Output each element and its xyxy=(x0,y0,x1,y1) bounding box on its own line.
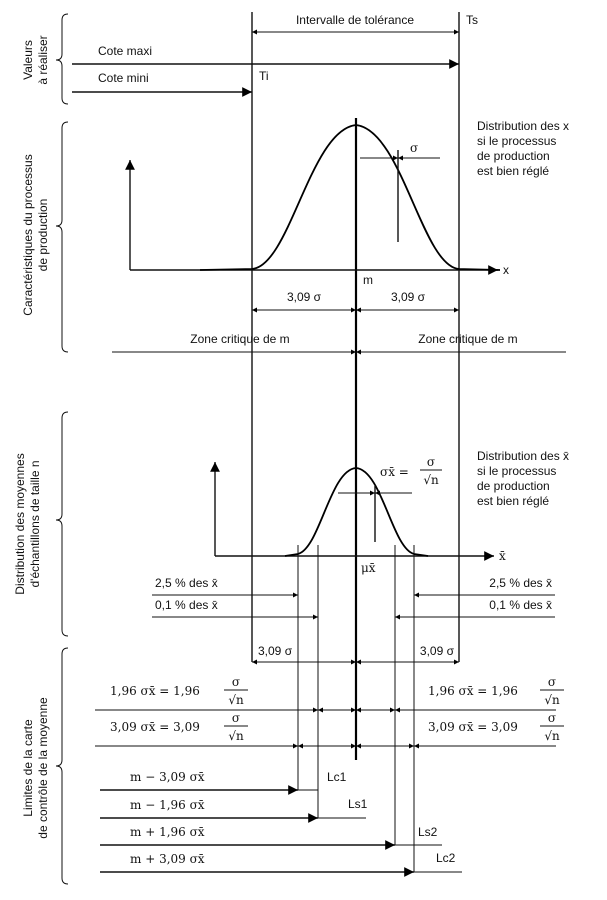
cote-maxi-label: Cote maxi xyxy=(98,44,153,58)
ti-label: Ti xyxy=(259,69,269,83)
section-label-caracteristiques: Caractéristiques du processusde production xyxy=(21,154,50,316)
l196-right-label: 1,96 σx̄ = 1,96 xyxy=(428,684,518,698)
m-plus-309-label: m + 3,09 σx̄ xyxy=(130,852,205,866)
ls2-label: Ls2 xyxy=(418,825,438,839)
l196-left-label: 1,96 σx̄ = 1,96 xyxy=(110,684,200,698)
means-x-label: x̄ xyxy=(499,549,506,563)
l309-left-label: 3,09 σx̄ = 3,09 xyxy=(110,720,200,734)
means-dist-line4: est bien réglé xyxy=(477,494,550,508)
ls1-label: Ls1 xyxy=(348,797,368,811)
section-braces xyxy=(56,14,68,884)
means-dist-line3: de production xyxy=(477,479,550,493)
tolerance-label: Intervalle de tolérance xyxy=(295,13,415,27)
sigma-x-lhs: σx̄ = xyxy=(380,465,409,479)
l309-right-label: 3,09 σx̄ = 3,09 xyxy=(428,720,518,734)
l309-right-num: σ xyxy=(547,711,557,725)
m-minus-309-label: m − 3,09 σx̄ xyxy=(130,770,205,784)
l196-right-num: σ xyxy=(547,675,557,689)
brace-distribution xyxy=(56,412,68,636)
section-label-limites: Limites de la cartede contrôle de la moyenne xyxy=(21,697,50,839)
means-dist-line2: si le processus xyxy=(477,464,557,478)
process-dist-line2: si le processus xyxy=(477,134,557,148)
pct25-right-label: 2,5 % des x̄ xyxy=(489,576,552,590)
brace-valeurs xyxy=(56,14,68,104)
sigma-label: σ xyxy=(410,141,419,155)
right-309-label: 3,09 σ xyxy=(390,290,426,304)
l309-left-num: σ xyxy=(231,711,241,725)
cote-mini-label: Cote mini xyxy=(98,71,149,85)
zone-right-label: Zone critique de m xyxy=(418,332,518,346)
process-dist-line4: est bien réglé xyxy=(477,164,550,178)
brace-caracteristiques xyxy=(56,122,68,352)
process-dist-line3: de production xyxy=(477,149,550,163)
left-309-label: 3,09 σ xyxy=(286,290,322,304)
means-dist-line1: Distribution des x̄ xyxy=(477,449,570,463)
mu-label: μx̄ xyxy=(361,561,376,575)
process-dist-line1: Distribution des x xyxy=(477,119,570,133)
lc1-label: Lc1 xyxy=(327,770,347,784)
process-bell-curve xyxy=(200,125,500,270)
sigma-x-num: σ xyxy=(426,455,436,469)
pct25-left-label: 2,5 % des x̄ xyxy=(155,576,218,590)
zone-left-label: Zone critique de m xyxy=(190,332,290,346)
l309-right-den: √n xyxy=(544,729,560,743)
m-plus-196-label: m + 1,96 σx̄ xyxy=(130,825,205,839)
l196-left-num: σ xyxy=(231,675,241,689)
means-left-309-label: 3,09 σ xyxy=(258,644,293,658)
pct01-right-label: 0,1 % des x̄ xyxy=(489,598,552,612)
l196-right-den: √n xyxy=(544,693,560,707)
means-right-309-label: 3,09 σ xyxy=(419,644,454,658)
l196-left-den: √n xyxy=(228,693,244,707)
vertical-guides xyxy=(252,12,459,872)
m-label: m xyxy=(363,273,373,287)
l309-left-den: √n xyxy=(228,729,244,743)
process-x-label: x xyxy=(503,263,509,277)
brace-limites xyxy=(56,648,68,884)
section-label-valeurs: Valeursà réaliser xyxy=(21,35,50,85)
sigma-x-den: √n xyxy=(423,473,439,487)
m-minus-196-label: m − 1,96 σx̄ xyxy=(130,798,205,812)
lc2-label: Lc2 xyxy=(436,851,456,865)
section-label-distribution: Distribution des moyennesd'échantillons de taille n xyxy=(13,453,42,595)
pct01-left-label: 0,1 % des x̄ xyxy=(155,598,218,612)
ts-label: Ts xyxy=(466,13,478,27)
